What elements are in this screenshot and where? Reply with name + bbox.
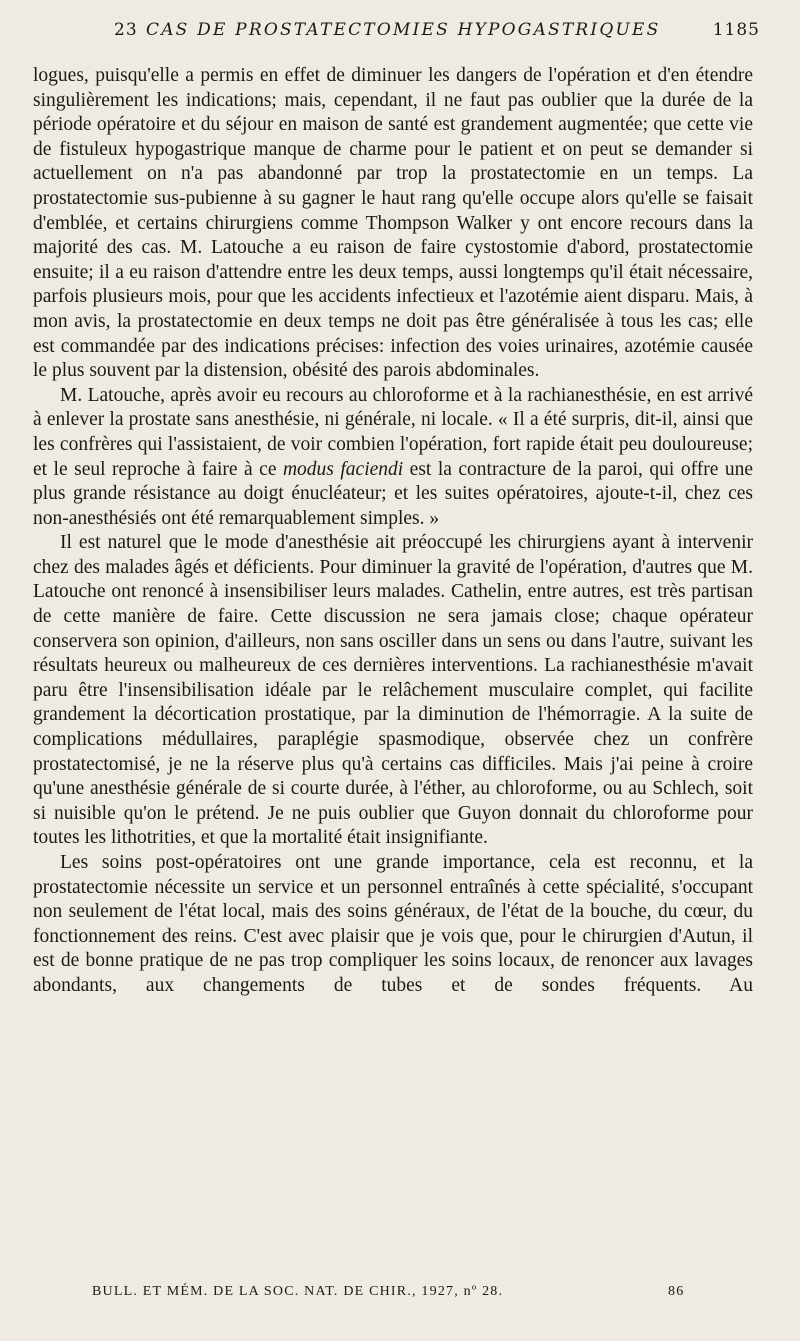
page-number: 1185 <box>712 20 760 40</box>
paragraph-2-text-b: est la contracture de la paroi, qui offre une plus grande résistance au doigt énucléateur; et les suites opératoires, ajoute-t-il, chez ces non-anesthésiés ont été remarquablement simples. » <box>33 458 753 529</box>
paragraph-3: Il est naturel que le mode d'anesthésie ait préoccupé les chirurgiens ayant à intervenir chez des malades âgés et déficients. Pour diminuer la gravité de l'opération, d'autres que M. Latouche ont renoncé à insensibiliser leurs malades. Cathelin, entre autres, est très partisan de cette manière de faire. Cette discussion ne sera jamais close; chaque opérateur conservera son opinion, d'ailleurs, non sans osciller dans un sens ou dans l'autre, suivant les résultats heureux ou malheureux de ces dernières interventions. La rachianesthésie m'avait paru être l'insensibilisation idéale par le relâchement musculaire complet, qui facilite grandement la décortication prostatique, par la diminution de l'hémorragie. A la suite de complications médullaires, paraplégie spasmodique, observée chez un confrère prostatectomisé, je ne la réserve plus qu'à certains cas difficiles. Mais j'ai peine à croire qu'une anesthésie générale de si courte durée, à l'éther, au chloroforme, ou au Schlech, soit si nuisible qu'on le prétend. Je ne puis oublier que Guyon donnait du chloroforme pour toutes les lithotrities, et que la mortalité était insignifiante. <box>33 532 753 849</box>
journal-citation: BULL. ET MÉM. DE LA SOC. NAT. DE CHIR., 1927, nº 28. <box>92 1284 504 1299</box>
page-footer <box>92 1284 692 1306</box>
paragraph-2 <box>33 384 753 532</box>
paragraph-1: logues, puisqu'elle a permis en effet de diminuer les dangers de l'opération et d'en étendre singulièrement les indications; mais, cependant, il ne faut pas oublier que la durée de la période opératoire et du séjour en maison de santé est grandement augmentée; que cette vie de fistuleux hypogastrique manque de charme pour le patient et on peut se demander si actuellement on n'a pas abandonné par trop la prostatectomie en un temps. La prostatectomie sus-pubienne à su gagner le haut rang qu'elle occupe alors qu'elle se faisait d'emblée, et certains chirurgiens comme Thompson Walker y ont encore recours dans la majorité des cas. M. Latouche a eu raison de faire cystostomie d'abord, prostatectomie ensuite; il a eu raison d'attendre entre les deux temps, aussi longtemps qu'il était nécessaire, parfois plusieurs mois, pour que les accidents infectieux et l'azotémie aient disparu. Mais, à mon avis, la prostatectomie en deux temps ne doit pas être généralisée à tous les cas; elle est commandée par des indications précises: infection des voies urinaires, azotémie causée le plus souvent par la distension, obésité des parois abdominales. <box>33 65 753 382</box>
running-header <box>114 20 760 44</box>
running-title: CAS DE PROSTATECTOMIES HYPOGASTRIQUES <box>146 20 661 40</box>
body-text <box>33 64 753 999</box>
paragraph-4: Les soins post-opératoires ont une grande importance, cela est reconnu, et la prostatectomie nécessite un service et un personnel entraînés à cette spécialité, s'occupant non seulement de l'état local, mais des soins généraux, de l'état de la bouche, du cœur, du fonctionnement des reins. C'est avec plaisir que je vois que, pour le chirurgien d'Autun, il est de bonne pratique de ne pas trop compliquer les soins locaux, de renoncer aux lavages abondants, aux changements de tubes et de sondes fréquents. Au <box>33 852 753 996</box>
signature-number: 86 <box>668 1284 685 1299</box>
section-number: 23 <box>114 20 138 40</box>
latin-phrase: modus faciendi <box>282 458 404 480</box>
paragraph-2-text-a: M. Latouche, après avoir eu recours au chloroforme et à la rachianesthésie, en est arrivé à enlever la prostate sans anesthésie, ni générale, ni locale. « Il a été surpris, dit-il, ainsi que les confrères qui l'assistaient, de voir combien l'opération, fort rapide était peu douloureuse; et le seul reproche à faire à ce <box>33 384 753 480</box>
